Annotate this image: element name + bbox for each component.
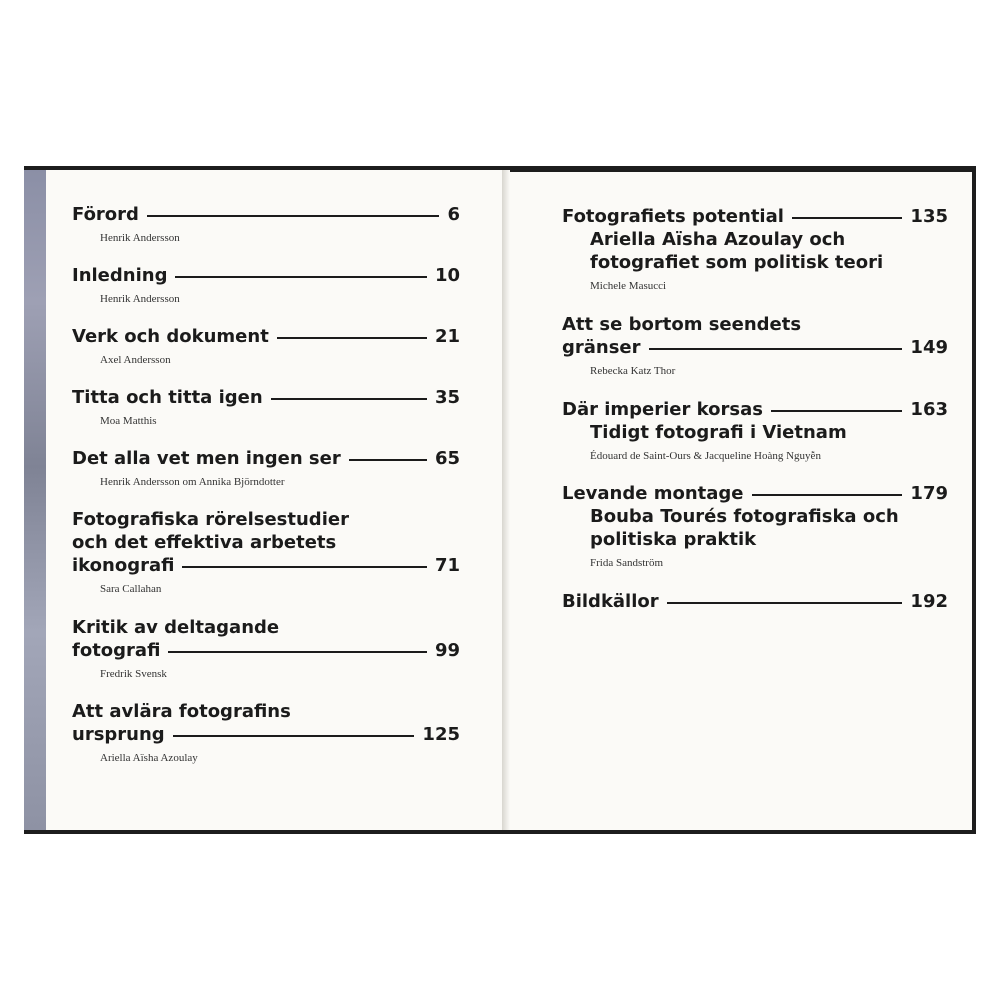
toc-entry-bildkallor — [562, 590, 948, 613]
entry-title-line: Där imperier korsas — [562, 399, 763, 420]
book-gutter — [502, 170, 510, 830]
toc-entry-inledning — [72, 264, 460, 305]
entry-author: Michele Masucci — [590, 280, 667, 292]
entry-author: Henrik Andersson — [100, 293, 180, 305]
page-number: 125 — [422, 724, 460, 745]
leader-line — [175, 276, 426, 278]
entry-author: Moa Matthis — [100, 415, 157, 427]
page-number: 192 — [910, 591, 948, 612]
page-number: 10 — [434, 265, 460, 286]
page-number: 21 — [434, 326, 460, 347]
page-number: 65 — [434, 448, 460, 469]
page-number: 99 — [434, 640, 460, 661]
entry-title: Verk och dokument — [72, 326, 269, 347]
entry-title-line: Att se bortom seendets — [562, 314, 802, 335]
entry-title: Bildkällor — [562, 591, 659, 612]
toc-entry-det-alla — [72, 447, 460, 488]
toc-entry-dar-imperier — [562, 398, 948, 462]
page-number: 71 — [434, 555, 460, 576]
entry-author: Henrik Andersson om Annika Björndotter — [100, 476, 285, 488]
page-number: 163 — [910, 399, 948, 420]
leader-line — [349, 459, 427, 461]
leader-line — [667, 602, 903, 604]
leader-line — [752, 494, 903, 496]
leader-line — [173, 735, 415, 737]
entry-title: Det alla vet men ingen ser — [72, 448, 341, 469]
leader-line — [182, 566, 426, 568]
entry-title-line: fotografi — [72, 640, 161, 661]
leader-line — [771, 410, 902, 412]
book-edge — [24, 170, 46, 830]
toc-entry-forord — [72, 203, 460, 244]
toc-entry-levande-montage — [562, 482, 948, 569]
entry-title-line: Fotografiska rörelsestudier — [72, 509, 349, 530]
page-number: 179 — [910, 483, 948, 504]
toc-entry-verk — [72, 325, 460, 366]
toc-entry-kritik — [72, 616, 460, 680]
toc-entry-titta — [72, 386, 460, 427]
entry-title-line: Kritik av deltagande — [72, 617, 280, 638]
entry-title-line: Levande montage — [562, 483, 744, 504]
entry-title-line: och det effektiva arbetets — [72, 532, 337, 553]
entry-title-line: Fotografiets potential — [562, 206, 784, 227]
toc-entry-att-avlara — [72, 700, 460, 764]
entry-title-line: ursprung — [72, 724, 165, 745]
entry-author: Fredrik Svensk — [100, 668, 167, 680]
entry-title-line: ikonografi — [72, 555, 175, 576]
page-number: 149 — [910, 337, 948, 358]
entry-subtitle-line: fotografiet som politisk teori — [590, 252, 884, 273]
toc-entry-att-se-bortom — [562, 313, 948, 377]
entry-subtitle-line: politiska praktik — [590, 529, 757, 550]
entry-subtitle-line: Bouba Tourés fotografiska och — [590, 506, 899, 527]
entry-title: Förord — [72, 204, 139, 225]
toc-entry-fotografiska — [72, 508, 460, 595]
page-number: 6 — [447, 204, 460, 225]
entry-title: Titta och titta igen — [72, 387, 263, 408]
leader-line — [792, 217, 903, 219]
page-number: 135 — [910, 206, 948, 227]
entry-author: Frida Sandström — [590, 557, 664, 569]
entry-author: Édouard de Saint-Ours & Jacqueline Hoàng Nguyễn — [590, 450, 821, 462]
entry-title-line: Att avlära fotografins — [72, 701, 291, 722]
page-number: 35 — [434, 387, 460, 408]
toc-entry-fotografiets-potential — [562, 205, 948, 292]
leader-line — [649, 348, 903, 350]
leader-line — [168, 651, 427, 653]
entry-author: Ariella Aïsha Azoulay — [100, 752, 198, 764]
entry-subtitle-line: Tidigt fotografi i Vietnam — [590, 422, 847, 443]
entry-author: Sara Callahan — [100, 583, 162, 595]
entry-author: Henrik Andersson — [100, 232, 180, 244]
leader-line — [147, 215, 440, 217]
entry-subtitle-line: Ariella Aïsha Azoulay och — [590, 229, 846, 250]
entry-title: Inledning — [72, 265, 168, 286]
entry-author: Axel Andersson — [100, 354, 171, 366]
entry-title-line: gränser — [562, 337, 641, 358]
leader-line — [277, 337, 427, 339]
entry-author: Rebecka Katz Thor — [590, 365, 676, 377]
leader-line — [271, 398, 427, 400]
